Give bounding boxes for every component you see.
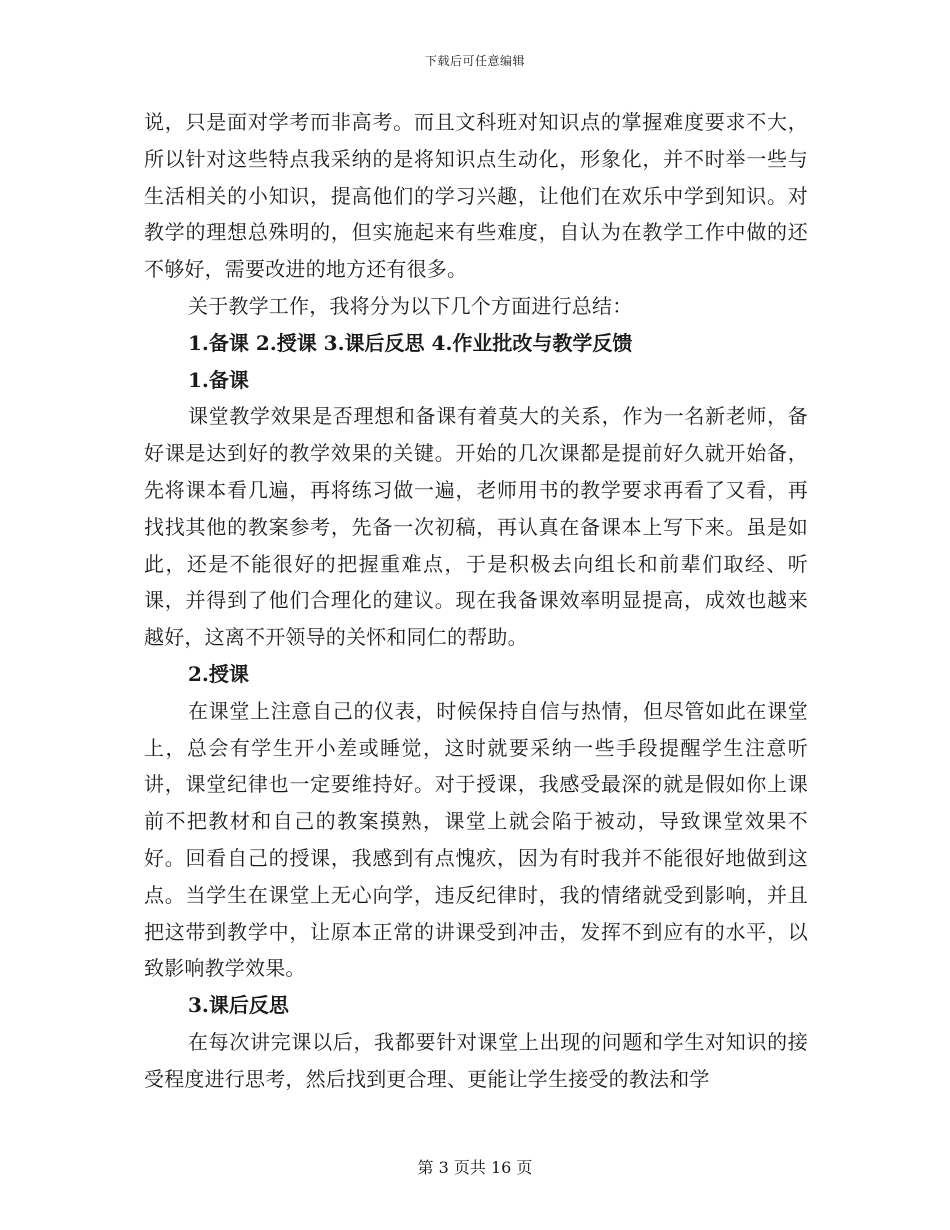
page-footer: 第 3 页共 16 页: [417, 1158, 533, 1177]
document-body: [144, 104, 808, 1098]
heading-lesson-prep: 1.备课: [188, 367, 249, 392]
paragraph-teaching: 在课堂上注意自己的仪表，时候保持自信与热情，但尽管如此在课堂上，总会有学生开小差或睡觉，这时就要采纳一些手段提醒学生注意听讲，课堂纪律也一定要维持好。对于授课，我感受最深的就是假如你上课前不把教材和自己的教案摸熟，课堂上就会陷于被动，导致课堂效果不好。回看自己的授课，我感到有点愧疚，因为有时我并不能很好地做到这点。当学生在课堂上无心向学，违反纪律时，我的情绪就受到影响，并且把这带到教学中，让原本正常的讲课受到冲击，发挥不到应有的水平，以致影响教学效果。: [144, 698, 808, 981]
heading-outline: 1.备课 2.授课 3.课后反思 4.作业批改与教学反馈: [188, 330, 633, 355]
paragraph-reflection: 在每次讲完课以后，我都要针对课堂上出现的问题和学生对知识的接受程度进行思考，然后找到更合理、更能让学生接受的教法和学: [144, 1029, 808, 1091]
paragraph-intro-continued: 说，只是面对学考而非高考。而且文科班对知识点的掌握难度要求不大，所以针对这些特点我采纳的是将知识点生动化，形象化，并不时举一些与生活相关的小知识，提高他们的学习兴趣，让他们在欢乐中学到知识。对教学的理想总殊明的，但实施起来有些难度，自认为在教学工作中做的还不够好，需要改进的地方还有很多。: [144, 110, 808, 282]
page-header: 下载后可任意编辑: [424, 54, 525, 68]
heading-teaching: 2.授课: [188, 661, 249, 686]
paragraph-lesson-prep: 课堂教学效果是否理想和备课有着莫大的关系，作为一名新老师，备好课是达到好的教学效果的关键。开始的几次课都是提前好久就开始备，先将课本看几遍，再将练习做一遍，老师用书的教学要求再看了又看，再找找其他的教案参考，先备一次初稿，再认真在备课本上写下来。虽是如此，还是不能很好的把握重难点，于是积极去向组长和前辈们取经、听课，并得到了他们合理化的建议。现在我备课效率明显提高，成效也越来越好，这离不开领导的关怀和同仁的帮助。: [144, 404, 808, 650]
paragraph-summary-intro: 关于教学工作，我将分为以下几个方面进行总结：: [188, 293, 633, 318]
heading-reflection: 3.课后反思: [188, 993, 289, 1018]
